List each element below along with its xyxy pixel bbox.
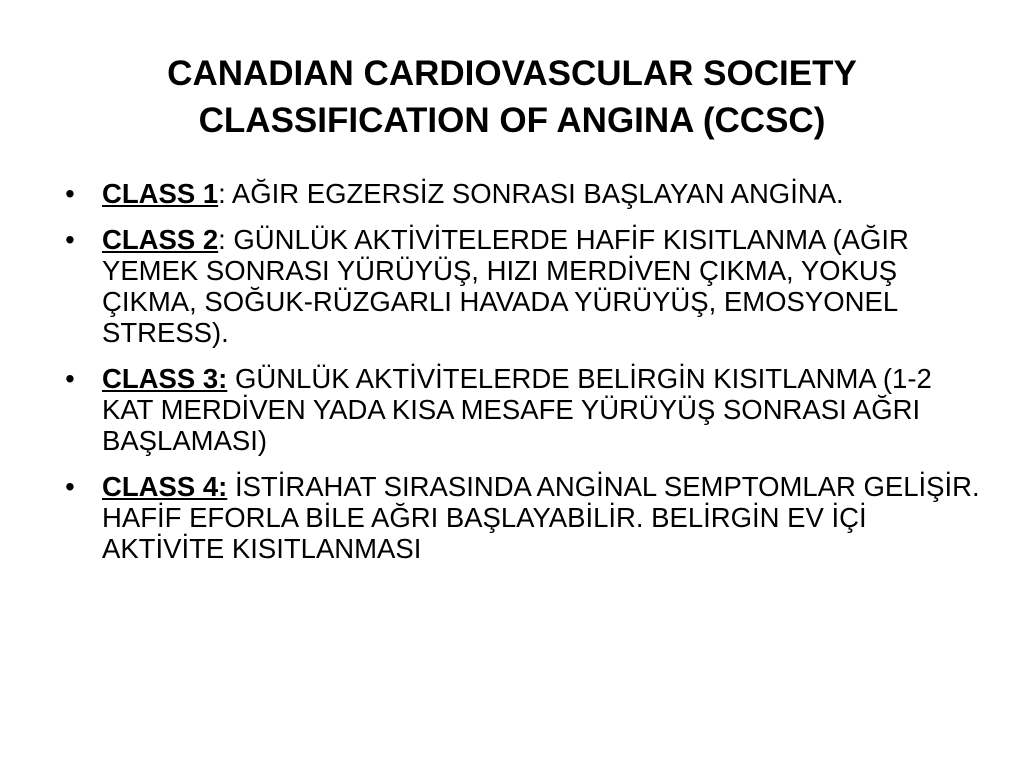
slide-title [60,50,964,144]
title-line-1: CANADIAN CARDIOVASCULAR SOCIETY [167,54,857,93]
class-label: CLASS 2 [102,224,219,255]
label-separator: : [218,178,232,209]
class-description: GÜNLÜK AKTİVİTELERDE HAFİF KISITLANMA (AĞIR YEMEK SONRASI YÜRÜYÜŞ, HIZI MERDİVEN ÇIKMA, YOKUŞ ÇIKMA, SOĞUK-RÜZGARLI HAVADA YÜRÜYÜŞ, EMOSYONEL STRESS). [102,224,909,348]
label-separator [227,471,235,502]
class-description: AĞIR EGZERSİZ SONRASI BAŞLAYAN ANGİNA. [231,178,844,209]
bullet-icon: • [65,178,75,209]
bullet-icon: • [65,471,75,502]
class-description: GÜNLÜK AKTİVİTELERDE BELİRGİN KISITLANMA (1-2 KAT MERDİVEN YADA KISA MESAFE YÜRÜYÜŞ SONRASI AĞRI BAŞLAMASI) [102,363,932,456]
class-label: CLASS 1 [102,178,219,209]
class-description: İSTİRAHAT SIRASINDA ANGİNAL SEMPTOMLAR GELİŞİR. HAFİF EFORLA BİLE AĞRI BAŞLAYABİLİR. BELİRGİN EV İÇİ AKTİVİTE KISITLANMASI [102,471,980,564]
class-label: CLASS 4: [102,471,228,502]
bullet-item-class-4 [60,471,980,564]
title-line-2: CLASSIFICATION OF ANGINA (CCSC) [198,101,826,140]
bullet-item-class-2 [60,224,980,348]
label-separator [227,363,235,394]
bullet-list [60,178,980,579]
bullet-icon: • [65,363,75,394]
label-separator: : [218,224,234,255]
class-label: CLASS 3: [102,363,228,394]
bullet-item-class-1 [60,178,980,209]
bullet-item-class-3 [60,363,980,456]
bullet-icon: • [65,224,75,255]
